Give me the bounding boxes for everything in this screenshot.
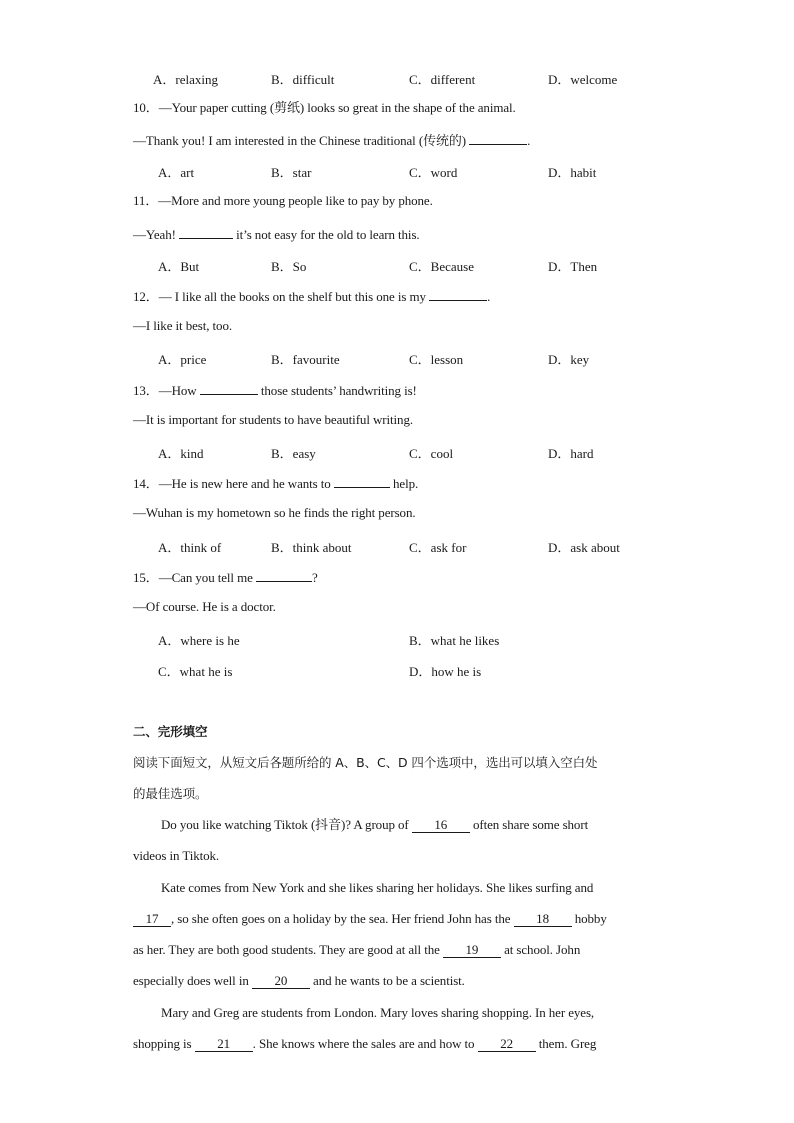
q11-blank (179, 225, 233, 239)
q11-option-d: D．Then (548, 259, 598, 274)
passage-p2-line1: Kate comes from New York and she likes sharing her holidays. She likes surfing and (161, 880, 594, 895)
p2-text-c: hobby (571, 911, 607, 926)
q11-option-a: A．But (158, 259, 200, 274)
q12-option-d: D．key (548, 352, 590, 367)
passage-p2-line3 (133, 942, 580, 958)
q12-line1-end: . (487, 289, 491, 304)
q11-line2 (133, 225, 420, 243)
p2-text-f: especially does well in (133, 973, 252, 988)
q11-line2-end: it’s not easy for the old to learn this. (233, 227, 420, 242)
q9-option-d: D．welcome (548, 72, 618, 87)
p2-text-d: as her. They are both good students. They are good at all the (133, 942, 443, 957)
q13-line1 (133, 381, 417, 399)
q10-line2-end: . (527, 133, 531, 148)
q12-options (0, 349, 794, 365)
blank-20: 20 (252, 974, 310, 989)
blank-19: 19 (443, 943, 501, 958)
q12-option-a: A．price (158, 352, 207, 367)
q13-option-c: C．cool (409, 446, 454, 461)
blank-18: 18 (514, 912, 572, 927)
q11-option-b: B．So (271, 259, 307, 274)
q11-option-c: C．Because (409, 259, 474, 274)
blank-21: 21 (195, 1037, 253, 1052)
q15-option-b: B．what he likes (409, 633, 500, 648)
q13-line2: —It is important for students to have beautiful writing. (133, 412, 413, 427)
q12-line1-start: 12．— I like all the books on the shelf but this one is my (133, 289, 430, 304)
q11-options (0, 256, 794, 272)
q15-blank (256, 568, 312, 582)
passage-p2-line4 (133, 973, 465, 989)
q9-option-b: B．difficult (271, 72, 335, 87)
q12-line1 (133, 287, 490, 305)
q12-option-c: C．lesson (409, 352, 464, 367)
q14-option-c: C．ask for (409, 540, 467, 555)
q10-option-d: D．habit (548, 165, 597, 180)
q13-option-a: A．kind (158, 446, 204, 461)
p3-text-c: . She knows where the sales are and how to (252, 1036, 478, 1051)
q9-option-c: C．different (409, 72, 476, 87)
q9-option-a: A．relaxing (153, 72, 218, 87)
q10-option-b: B．star (271, 165, 312, 180)
q15-line1 (133, 568, 318, 586)
q14-line1-end: help. (389, 476, 419, 491)
passage-p1-line1 (161, 817, 588, 833)
q9-options (0, 69, 794, 85)
q13-option-b: B．easy (271, 446, 316, 461)
passage-p3-line2 (133, 1036, 596, 1052)
q10-blank (469, 131, 527, 145)
q15-option-d: D．how he is (409, 664, 482, 679)
q15-options-row2 (0, 661, 794, 677)
p3-text-b: shopping is (133, 1036, 195, 1051)
p1-text-b: often share some short (469, 817, 589, 832)
q10-option-c: C．word (409, 165, 458, 180)
q15-line1-start: 15．—Can you tell me (133, 570, 256, 585)
q14-line1-start: 14．—He is new here and he wants to (133, 476, 334, 491)
p2-text-e: at school. John (500, 942, 581, 957)
q10-option-a: A．art (158, 165, 195, 180)
passage-p1-line2: videos in Tiktok. (133, 848, 220, 863)
p3-text-d: them. Greg (535, 1036, 597, 1051)
q15-line1-end: ? (311, 570, 318, 585)
passage-p3-line1: Mary and Greg are students from London. Mary loves sharing shopping. In her eyes, (161, 1005, 595, 1020)
section-heading: 二、完形填空 (133, 724, 208, 739)
section-instruction-1: 阅读下面短文，从短文后各题所给的 A、B、C、D 四个选项中，选出可以填入空白处 (133, 755, 598, 770)
q10-line1: 10．—Your paper cutting (剪纸) looks so great in the shape of the animal. (133, 100, 516, 115)
p1-text-a: Do you like watching Tiktok (抖音)? A group of (161, 817, 412, 832)
q12-blank (429, 287, 487, 301)
p2-text-b: , so she often goes on a holiday by the sea. Her friend John has the (171, 911, 514, 926)
q13-options (0, 443, 794, 459)
q11-line1: 11．—More and more young people like to pay by phone. (133, 193, 433, 208)
q15-options-row1 (0, 630, 794, 646)
q14-option-a: A．think of (158, 540, 222, 555)
q14-line1 (133, 474, 418, 492)
q13-line1-start: 13．—How (133, 383, 200, 398)
blank-22: 22 (478, 1037, 536, 1052)
q14-line2: —Wuhan is my hometown so he finds the right person. (133, 505, 416, 520)
passage-p2-line2 (133, 911, 607, 927)
q10-line2-text: —Thank you! I am interested in the Chinese traditional (传统的) (133, 133, 470, 148)
section-instruction-2: 的最佳选项。 (133, 786, 208, 801)
p2-text-g: and he wants to be a scientist. (309, 973, 465, 988)
q11-line2-start: —Yeah! (133, 227, 180, 242)
q14-option-b: B．think about (271, 540, 352, 555)
q13-line1-end: those students’ handwriting is! (257, 383, 417, 398)
q10-line2 (133, 131, 530, 149)
q15-option-a: A．where is he (158, 633, 240, 648)
q10-options (0, 162, 794, 178)
q13-option-d: D．hard (548, 446, 594, 461)
q14-option-d: D．ask about (548, 540, 620, 555)
q15-option-c: C．what he is (158, 664, 233, 679)
q15-line2: —Of course. He is a doctor. (133, 599, 276, 614)
q14-options (0, 537, 794, 553)
q14-blank (334, 474, 390, 488)
blank-17: 17 (133, 912, 171, 927)
blank-16: 16 (412, 818, 470, 833)
q12-option-b: B．favourite (271, 352, 340, 367)
q13-blank (200, 381, 258, 395)
q12-line2: —I like it best, too. (133, 318, 232, 333)
